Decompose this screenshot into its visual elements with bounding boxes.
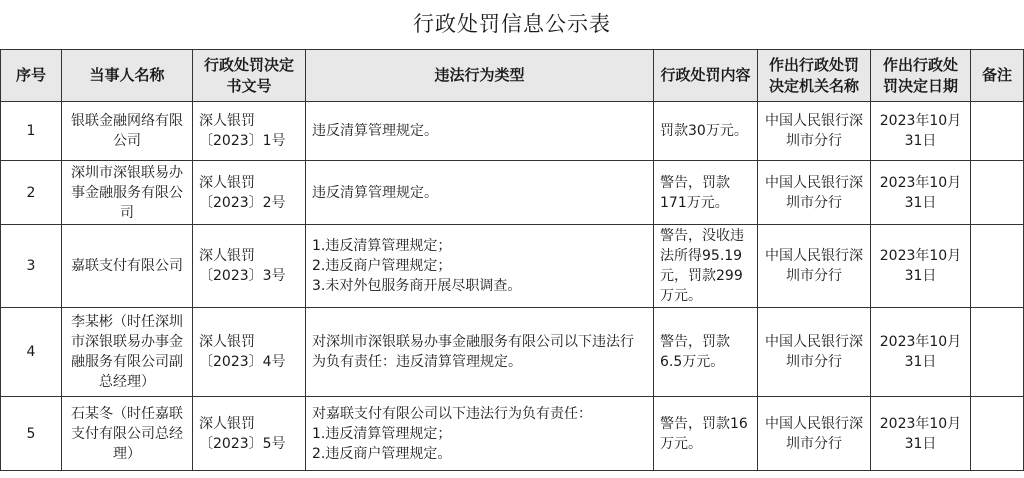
cell-remark	[971, 161, 1024, 225]
header-date: 作出行政处罚决定日期	[871, 50, 971, 102]
cell-doc-no: 深人银罚〔2023〕2号	[193, 161, 306, 225]
cell-content: 警告，没收违法所得95.19元，罚款299万元。	[654, 225, 758, 308]
cell-party: 嘉联支付有限公司	[62, 225, 193, 308]
cell-violation	[306, 102, 654, 161]
cell-party: 深圳市深银联易办事金融服务有限公司	[62, 161, 193, 225]
cell-remark	[971, 102, 1024, 161]
cell-party: 石某冬（时任嘉联支付有限公司总经理）	[62, 397, 193, 471]
violation-line: 违反清算管理规定。	[312, 184, 438, 201]
cell-remark	[971, 397, 1024, 471]
cell-doc-no: 深人银罚〔2023〕1号	[193, 102, 306, 161]
cell-date: 2023年10月31日	[871, 102, 971, 161]
cell-violation	[306, 308, 654, 397]
cell-date: 2023年10月31日	[871, 397, 971, 471]
header-row	[1, 50, 1024, 102]
cell-doc-no: 深人银罚〔2023〕4号	[193, 308, 306, 397]
cell-content: 警告，罚款171万元。	[654, 161, 758, 225]
table-row	[1, 225, 1024, 308]
violation-line: 对嘉联支付有限公司以下违法行为负有责任：	[312, 405, 592, 422]
cell-index: 2	[1, 161, 62, 225]
cell-remark	[971, 308, 1024, 397]
table-row	[1, 161, 1024, 225]
header-remark: 备注	[971, 50, 1024, 102]
cell-content: 警告，罚款16万元。	[654, 397, 758, 471]
violation-line: 2.违反商户管理规定；	[312, 258, 452, 274]
table-row	[1, 102, 1024, 161]
page-title: 行政处罚信息公示表	[413, 12, 611, 36]
cell-content: 警告，罚款6.5万元。	[654, 308, 758, 397]
cell-content: 罚款30万元。	[654, 102, 758, 161]
cell-violation	[306, 225, 654, 308]
violation-line: 1.违反清算管理规定；	[312, 238, 452, 254]
cell-party: 银联金融网络有限公司	[62, 102, 193, 161]
cell-date: 2023年10月31日	[871, 161, 971, 225]
header-index: 序号	[1, 50, 62, 102]
cell-index: 5	[1, 397, 62, 471]
violation-line: 1.违反清算管理规定；	[312, 425, 452, 442]
cell-remark	[971, 225, 1024, 308]
cell-authority: 中国人民银行深圳市分行	[758, 397, 871, 471]
table-row	[1, 397, 1024, 471]
cell-doc-no: 深人银罚〔2023〕5号	[193, 397, 306, 471]
cell-party: 李某彬（时任深圳市深银联易办事金融服务有限公司副总经理）	[62, 308, 193, 397]
cell-authority: 中国人民银行深圳市分行	[758, 161, 871, 225]
violation-line: 违反清算管理规定。	[312, 123, 438, 139]
violation-line: 2.违反商户管理规定。	[312, 445, 452, 462]
violation-line: 对深圳市深银联易办事金融服务有限公司以下违法行为负有责任：违反清算管理规定。	[312, 334, 634, 370]
header-party: 当事人名称	[62, 50, 193, 102]
penalty-table	[0, 49, 1024, 471]
header-violation: 违法行为类型	[306, 50, 654, 102]
cell-authority: 中国人民银行深圳市分行	[758, 308, 871, 397]
cell-authority: 中国人民银行深圳市分行	[758, 225, 871, 308]
cell-authority: 中国人民银行深圳市分行	[758, 102, 871, 161]
cell-date: 2023年10月31日	[871, 225, 971, 308]
cell-index: 1	[1, 102, 62, 161]
cell-violation	[306, 161, 654, 225]
header-content: 行政处罚内容	[654, 50, 758, 102]
cell-doc-no: 深人银罚〔2023〕3号	[193, 225, 306, 308]
header-doc-no: 行政处罚决定书文号	[193, 50, 306, 102]
table-row	[1, 308, 1024, 397]
header-authority: 作出行政处罚决定机关名称	[758, 50, 871, 102]
cell-violation	[306, 397, 654, 471]
cell-date: 2023年10月31日	[871, 308, 971, 397]
cell-index: 3	[1, 225, 62, 308]
violation-line: 3.未对外包服务商开展尽职调查。	[312, 278, 522, 294]
cell-index: 4	[1, 308, 62, 397]
